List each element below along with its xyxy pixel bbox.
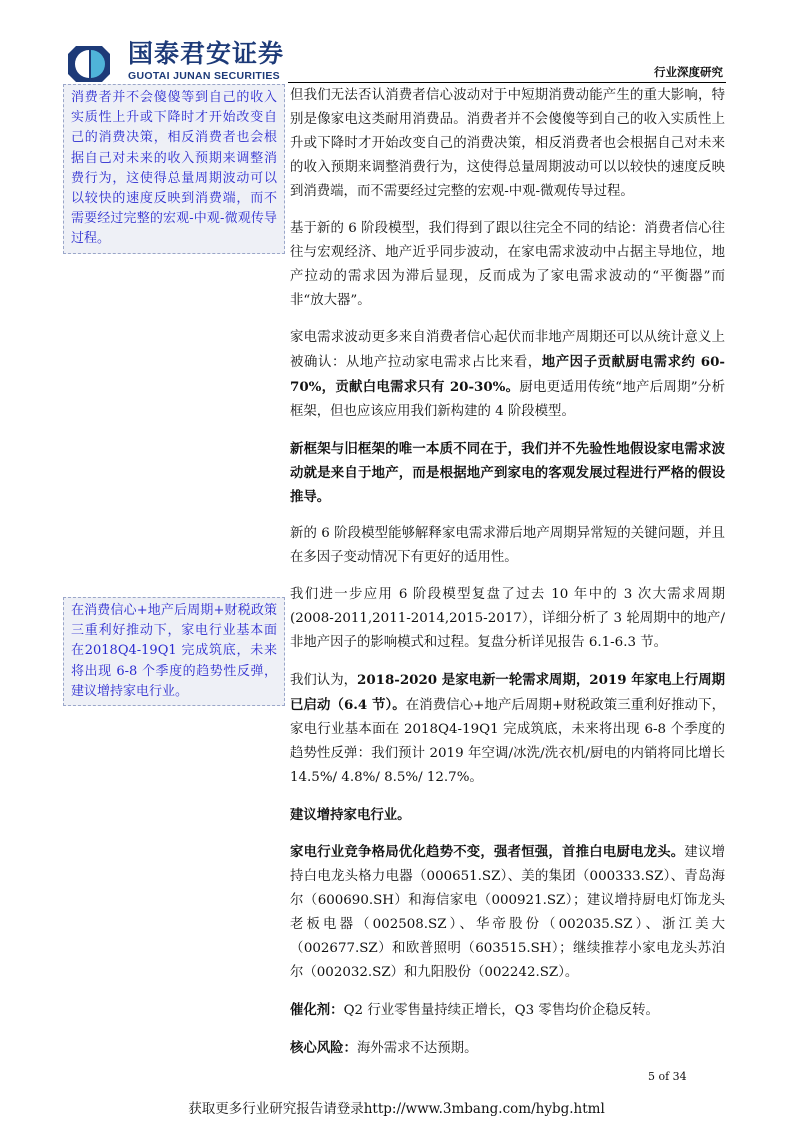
paragraph-5: 新的 6 阶段模型能够解释家电需求滞后地产周期异常短的关键问题，并且在多因子变动情况下有更好的适用性。 xyxy=(290,526,725,565)
footer-link[interactable]: 获取更多行业研究报告请登录http://www.3mbang.com/hybg.html xyxy=(188,1101,605,1117)
paragraph-risk xyxy=(290,1036,725,1061)
sidebar-summary-2: 在消费信心+地产后周期+财税政策三重利好推动下，家电行业基本面在2018Q4-19Q1 完成筑底，未来将出现 6-8 个季度的趋势性反弹，建议增持家电行业。 xyxy=(63,597,285,706)
highlight-text: 家电行业竞争格局优化趋势不变，强者恒强，首推白电厨电龙头。 xyxy=(290,844,685,860)
text: Q2 行业零售量持续正增长，Q3 零售均价企稳反转。 xyxy=(343,1003,659,1018)
paragraph-6: 我们进一步应用 6 阶段模型复盘了过去 10 年中的 3 次大需求周期(2008-2011,2011-2014,2015-2017），详细分析了 3 轮周期中的地产/非地产因子的影响模式和过程。复盘分析详见报告 6.1-6.3 节。 xyxy=(290,587,725,650)
label: 核心风险： xyxy=(290,1040,357,1056)
page-number: 5 of 34 xyxy=(648,1070,687,1083)
main-column xyxy=(290,84,725,1074)
label: 催化剂： xyxy=(290,1002,344,1018)
paragraph-3 xyxy=(290,326,725,424)
header-divider xyxy=(288,82,726,83)
highlight-text: 2018-2020 是家电新一轮需求周期，2019 年家电上行周期已启动（6.4 节）。 xyxy=(290,672,726,713)
paragraph-8: 建议增持家电行业。 xyxy=(290,807,411,823)
sidebar-summary-1: 消费者并不会傻傻等到自己的收入实质性上升或下降时才开始改变自己的消费决策，相反消费者也会根据自己对未来的收入预期来调整消费行为，这使得总量周期波动可以以较快的速度反映到消费端，而不需要经过完整的宏观-中观-微观传导过程。 xyxy=(63,84,285,254)
text: 家电需求波动更多来自消费者信心起伏而非地产周期还可以从统计意义上被确认：从地产拉动家电需求占比来看， xyxy=(290,330,725,370)
paragraph-catalyst xyxy=(290,998,725,1023)
text: 厨电更适用传统“地产后周期”分析框架，但也应该应用我们新构建的 4 阶段模型。 xyxy=(290,380,725,419)
paragraph-2: 基于新的 6 阶段模型，我们得到了跟以往完全不同的结论：消费者信心往往与宏观经济、地产近乎同步波动，在家电需求波动中占据主导地位，地产拉动的需求因为滞后显现，反而成为了家电需求波动的“平衡器”而非“放大器”。 xyxy=(290,221,725,308)
highlight-text: 地产因子贡献厨电需求约 60-70%，贡献白电需求只有 20-30%。 xyxy=(290,354,725,395)
guotai-junan-logo-icon xyxy=(66,44,112,84)
paragraph-1: 但我们无法否认消费者信心波动对于中短期消费动能产生的重大影响，特别是像家电这类耐用消费品。消费者并不会傻傻等到自己的收入实质性上升或下降时才开始改变自己的消费决策，相反消费者也会根据自己对未来的收入预期来调整消费行为，这使得总量周期波动可以以较快的速度反映到消费端，而不需要经过完整的宏观-中观-微观传导过程。 xyxy=(290,88,725,199)
text: 在消费信心+地产后周期+财税政策三重利好推动下，家电行业基本面在 2018Q4-19Q1 完成筑底，未来将出现 6-8 个季度的趋势性反弹：我们预计 2019 年空调/冰洗/洗衣机/厨电的内销将同比增长 14.5%/ 4.8%/ 8.5%/ 12.7%。 xyxy=(290,698,725,785)
paragraph-4: 新框架与旧框架的唯一本质不同在于，我们并不先验性地假设家电需求波动就是来自于地产，而是根据地产到家电的客观发展过程进行严格的假设推导。 xyxy=(290,441,725,505)
text: 海外需求不达预期。 xyxy=(356,1041,478,1056)
document-type: 行业深度研究 xyxy=(654,65,723,79)
brand-name-cn: 国泰君安证券 xyxy=(128,39,285,68)
paragraph-9 xyxy=(290,840,725,985)
text: 建议增持白电龙头格力电器（000651.SZ）、美的集团（000333.SZ）、青岛海尔（600690.SH）和海信家电（000921.SZ）；建议增持厨电灯饰龙头老板电器（002508.SZ）、华帝股份（002035.SZ）、浙江美大（002677.SZ）和欧普照明（603515.SH）；继续推荐小家电龙头苏泊尔（002032.SZ）和九阳股份（002242.SZ）。 xyxy=(290,845,726,980)
brand-name-en: GUOTAI JUNAN SECURITIES xyxy=(128,70,280,82)
text: 我们认为， xyxy=(290,673,358,688)
paragraph-7 xyxy=(290,668,725,790)
